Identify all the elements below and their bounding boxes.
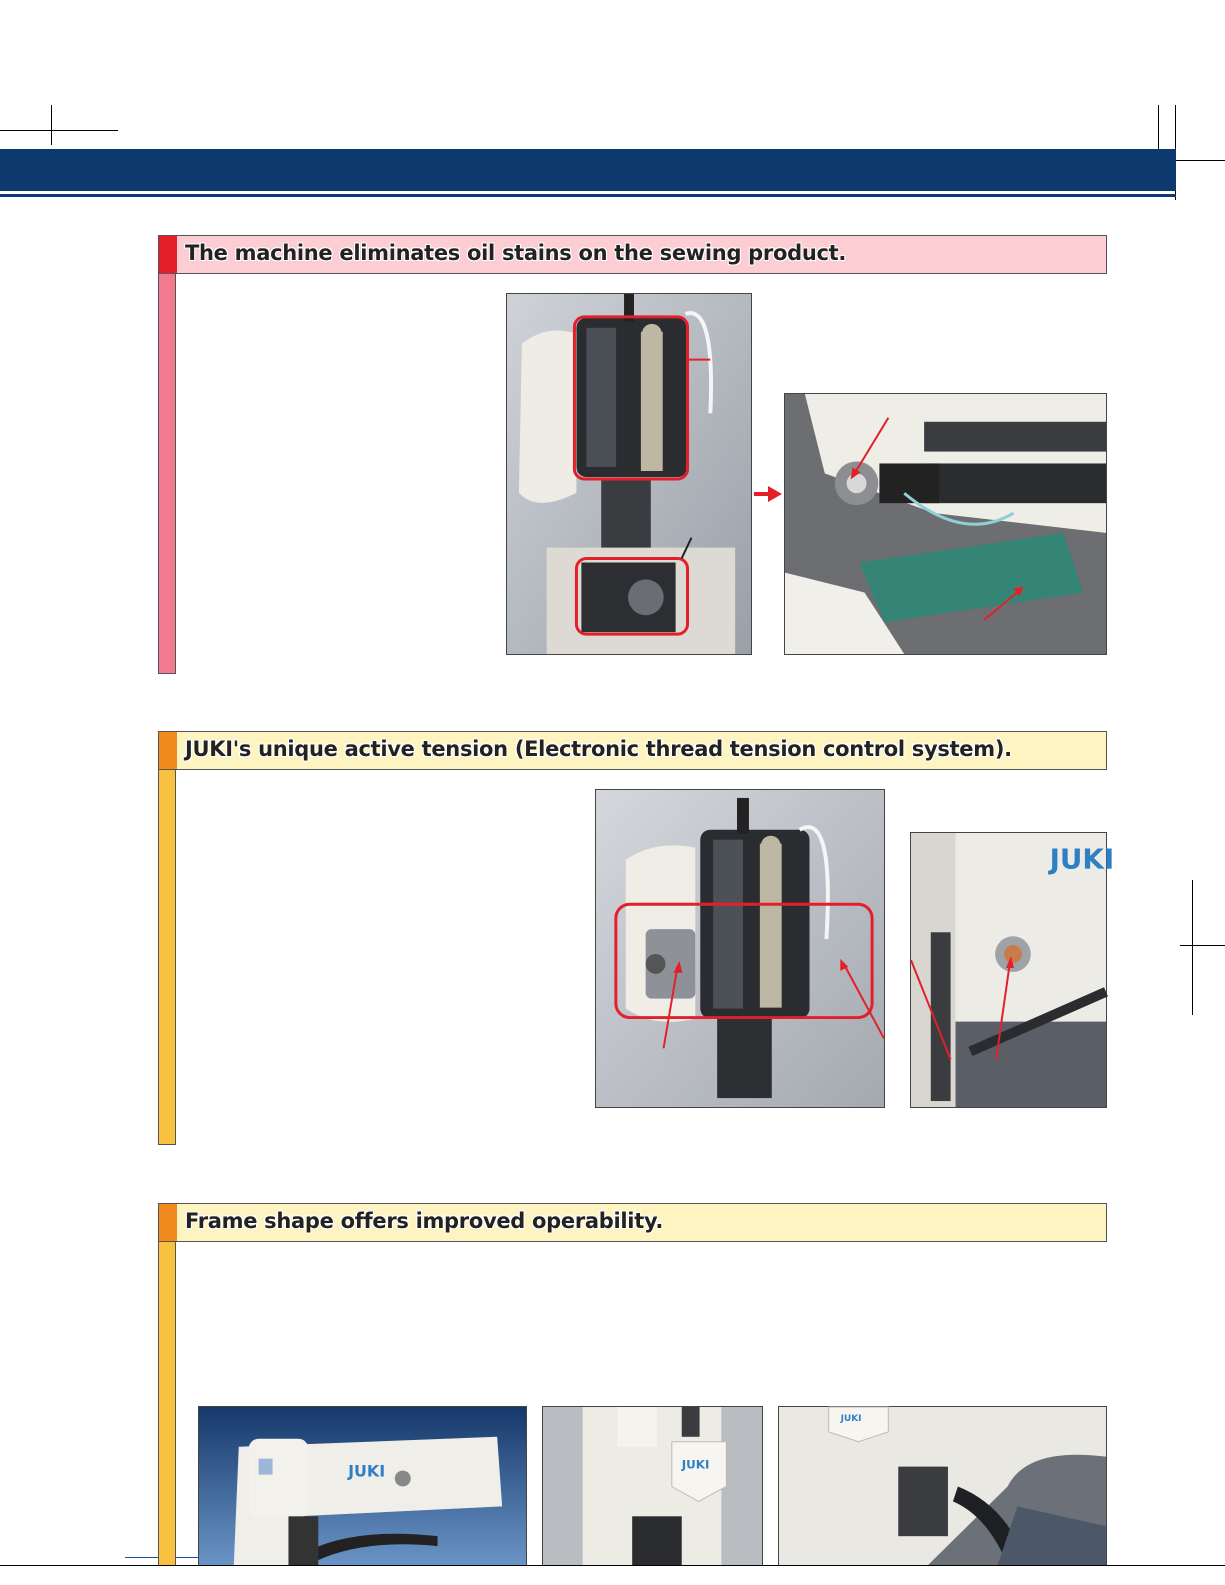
header-rule: [0, 194, 1176, 197]
section-2-header: [158, 731, 1107, 770]
section-3-header: [158, 1203, 1107, 1242]
section-1-title: The machine eliminates oil stains on the sewing product.: [185, 241, 847, 265]
section-1-tab: [159, 236, 177, 273]
tension-side-photo: [910, 832, 1115, 1108]
juki-logo: JUKI: [1049, 842, 1115, 876]
juki-logo: JUKI: [840, 1413, 862, 1424]
tension-head-front-photo: [595, 789, 885, 1108]
header-band: [0, 149, 1176, 191]
juki-logo: JUKI: [348, 1461, 386, 1481]
section-3-tab: [159, 1204, 177, 1241]
frame-side-photo: [198, 1406, 527, 1565]
crop-mark: [1192, 880, 1193, 1015]
frame-front-photo: [542, 1406, 763, 1565]
hook-oil-tray-photo: [784, 393, 1107, 655]
juki-logo: JUKI: [681, 1457, 710, 1472]
crop-mark: [1175, 160, 1225, 161]
crop-mark: [1158, 105, 1159, 149]
section-3-title: Frame shape offers improved operability.: [185, 1209, 664, 1233]
crop-mark: [0, 1565, 1225, 1566]
section-2-tab: [159, 732, 177, 769]
frame-top-photo: [778, 1406, 1107, 1565]
machine-head-front-photo: [506, 293, 752, 655]
section-1-bar: [158, 274, 176, 674]
crop-mark: [1180, 945, 1225, 946]
section-2-title: JUKI's unique active tension (Electronic thread tension control system).: [185, 737, 1012, 761]
crop-mark: [51, 105, 52, 145]
section-2-bar: [158, 770, 176, 1145]
section-1-header: [158, 235, 1107, 274]
arrow-right-icon: [754, 486, 782, 502]
crop-mark: [0, 130, 118, 131]
section-3-bar: [158, 1242, 176, 1565]
